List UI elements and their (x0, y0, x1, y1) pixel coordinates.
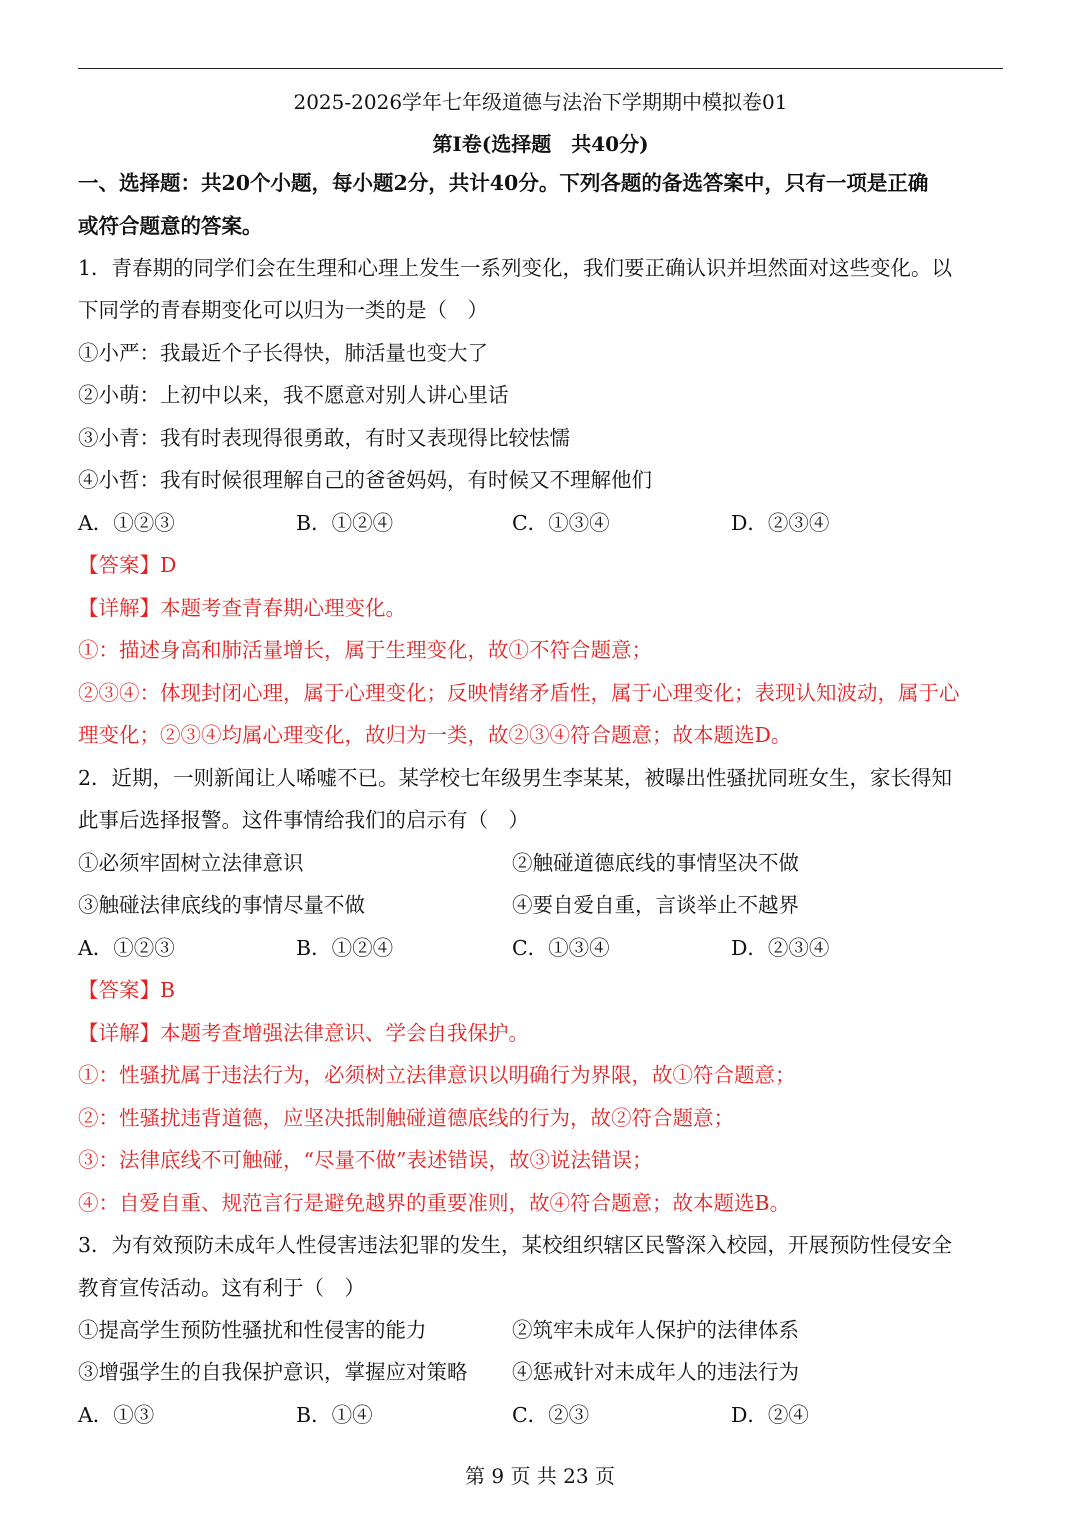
q1-option-a: A．①②③ (78, 511, 175, 535)
q3-item: ④惩戒针对未成年人的违法行为 (512, 1360, 799, 1384)
q1-stem-2: 下同学的青春期变化可以归为一类的是（ ） (78, 298, 488, 322)
q1-detail: 理变化；②③④均属心理变化，故归为一类，故②③④符合题意；故本题选D。 (78, 723, 792, 747)
q1-answer: 【答案】D (78, 553, 177, 577)
q2-option-a: A．①②③ (78, 936, 175, 960)
section-subtitle: 第Ⅰ卷(选择题 共40分) (432, 132, 649, 156)
page-number: 第 9 页 共 23 页 (465, 1464, 615, 1488)
q2-stem-2: 此事后选择报警。这件事情给我们的启示有（ ） (78, 808, 529, 832)
q1-stem-1: 1．青春期的同学们会在生理和心理上发生一系列变化，我们要正确认识并坦然面对这些变化。以 (78, 256, 953, 280)
q3-stem-2: 教育宣传活动。这有利于（ ） (78, 1276, 365, 1300)
document-title: 2025-2026学年七年级道德与法治下学期期中模拟卷01 (293, 90, 788, 114)
q1-item: ③小青：我有时表现得很勇敢，有时又表现得比较怯懦 (78, 426, 570, 450)
q3-option-a: A．①③ (78, 1403, 155, 1427)
q1-option-c: C．①③④ (512, 511, 610, 535)
q1-detail: 【详解】本题考查青春期心理变化。 (78, 596, 406, 620)
q2-stem-1: 2．近期，一则新闻让人唏嘘不已。某学校七年级男生李某某，被曝出性骚扰同班女生，家长得知 (78, 766, 953, 790)
q2-answer: 【答案】B (78, 978, 176, 1002)
q2-item: ③触碰法律底线的事情尽量不做 (78, 893, 365, 917)
q1-detail: ①：描述身高和肺活量增长，属于生理变化，故①不符合题意； (78, 638, 652, 662)
q1-detail: ②③④：体现封闭心理，属于心理变化；反映情绪矛盾性，属于心理变化；表现认知波动，属于心 (78, 681, 960, 705)
q2-detail: 【详解】本题考查增强法律意识、学会自我保护。 (78, 1021, 529, 1045)
q2-detail: ④：自爱自重、规范言行是避免越界的重要准则，故④符合题意；故本题选B。 (78, 1191, 791, 1215)
q2-option-b: B．①②④ (296, 936, 394, 960)
q3-item: ③增强学生的自我保护意识，掌握应对策略 (78, 1360, 468, 1384)
q3-option-c: C．②③ (512, 1403, 590, 1427)
section-instructions-2: 或符合题意的答案。 (78, 214, 263, 238)
q2-option-c: C．①③④ (512, 936, 610, 960)
q2-item: ④要自爱自重，言谈举止不越界 (512, 893, 799, 917)
q1-option-d: D．②③④ (731, 511, 830, 535)
q2-item: ②触碰道德底线的事情坚决不做 (512, 851, 799, 875)
header-rule (78, 68, 1003, 69)
q1-item: ④小哲：我有时候很理解自己的爸爸妈妈，有时候又不理解他们 (78, 468, 652, 492)
q3-item: ②筑牢未成年人保护的法律体系 (512, 1318, 799, 1342)
q1-item: ②小萌：上初中以来，我不愿意对别人讲心里话 (78, 383, 509, 407)
q3-option-b: B．①④ (296, 1403, 373, 1427)
q1-item: ①小严：我最近个子长得快，肺活量也变大了 (78, 341, 488, 365)
q2-detail: ③：法律底线不可触碰，“尽量不做”表述错误，故③说法错误； (78, 1148, 653, 1172)
q1-option-b: B．①②④ (296, 511, 394, 535)
q2-item: ①必须牢固树立法律意识 (78, 851, 304, 875)
q3-item: ①提高学生预防性骚扰和性侵害的能力 (78, 1318, 427, 1342)
q2-detail: ②：性骚扰违背道德，应坚决抵制触碰道德底线的行为，故②符合题意； (78, 1106, 734, 1130)
q3-option-d: D．②④ (731, 1403, 809, 1427)
q2-option-d: D．②③④ (731, 936, 830, 960)
q2-detail: ①：性骚扰属于违法行为，必须树立法律意识以明确行为界限，故①符合题意； (78, 1063, 796, 1087)
q3-stem-1: 3．为有效预防未成年人性侵害违法犯罪的发生，某校组织辖区民警深入校园，开展预防性侵安全 (78, 1233, 953, 1257)
section-instructions-1: 一、选择题：共20个小题，每小题2分，共计40分。下列各题的备选答案中，只有一项是正确 (78, 171, 929, 195)
